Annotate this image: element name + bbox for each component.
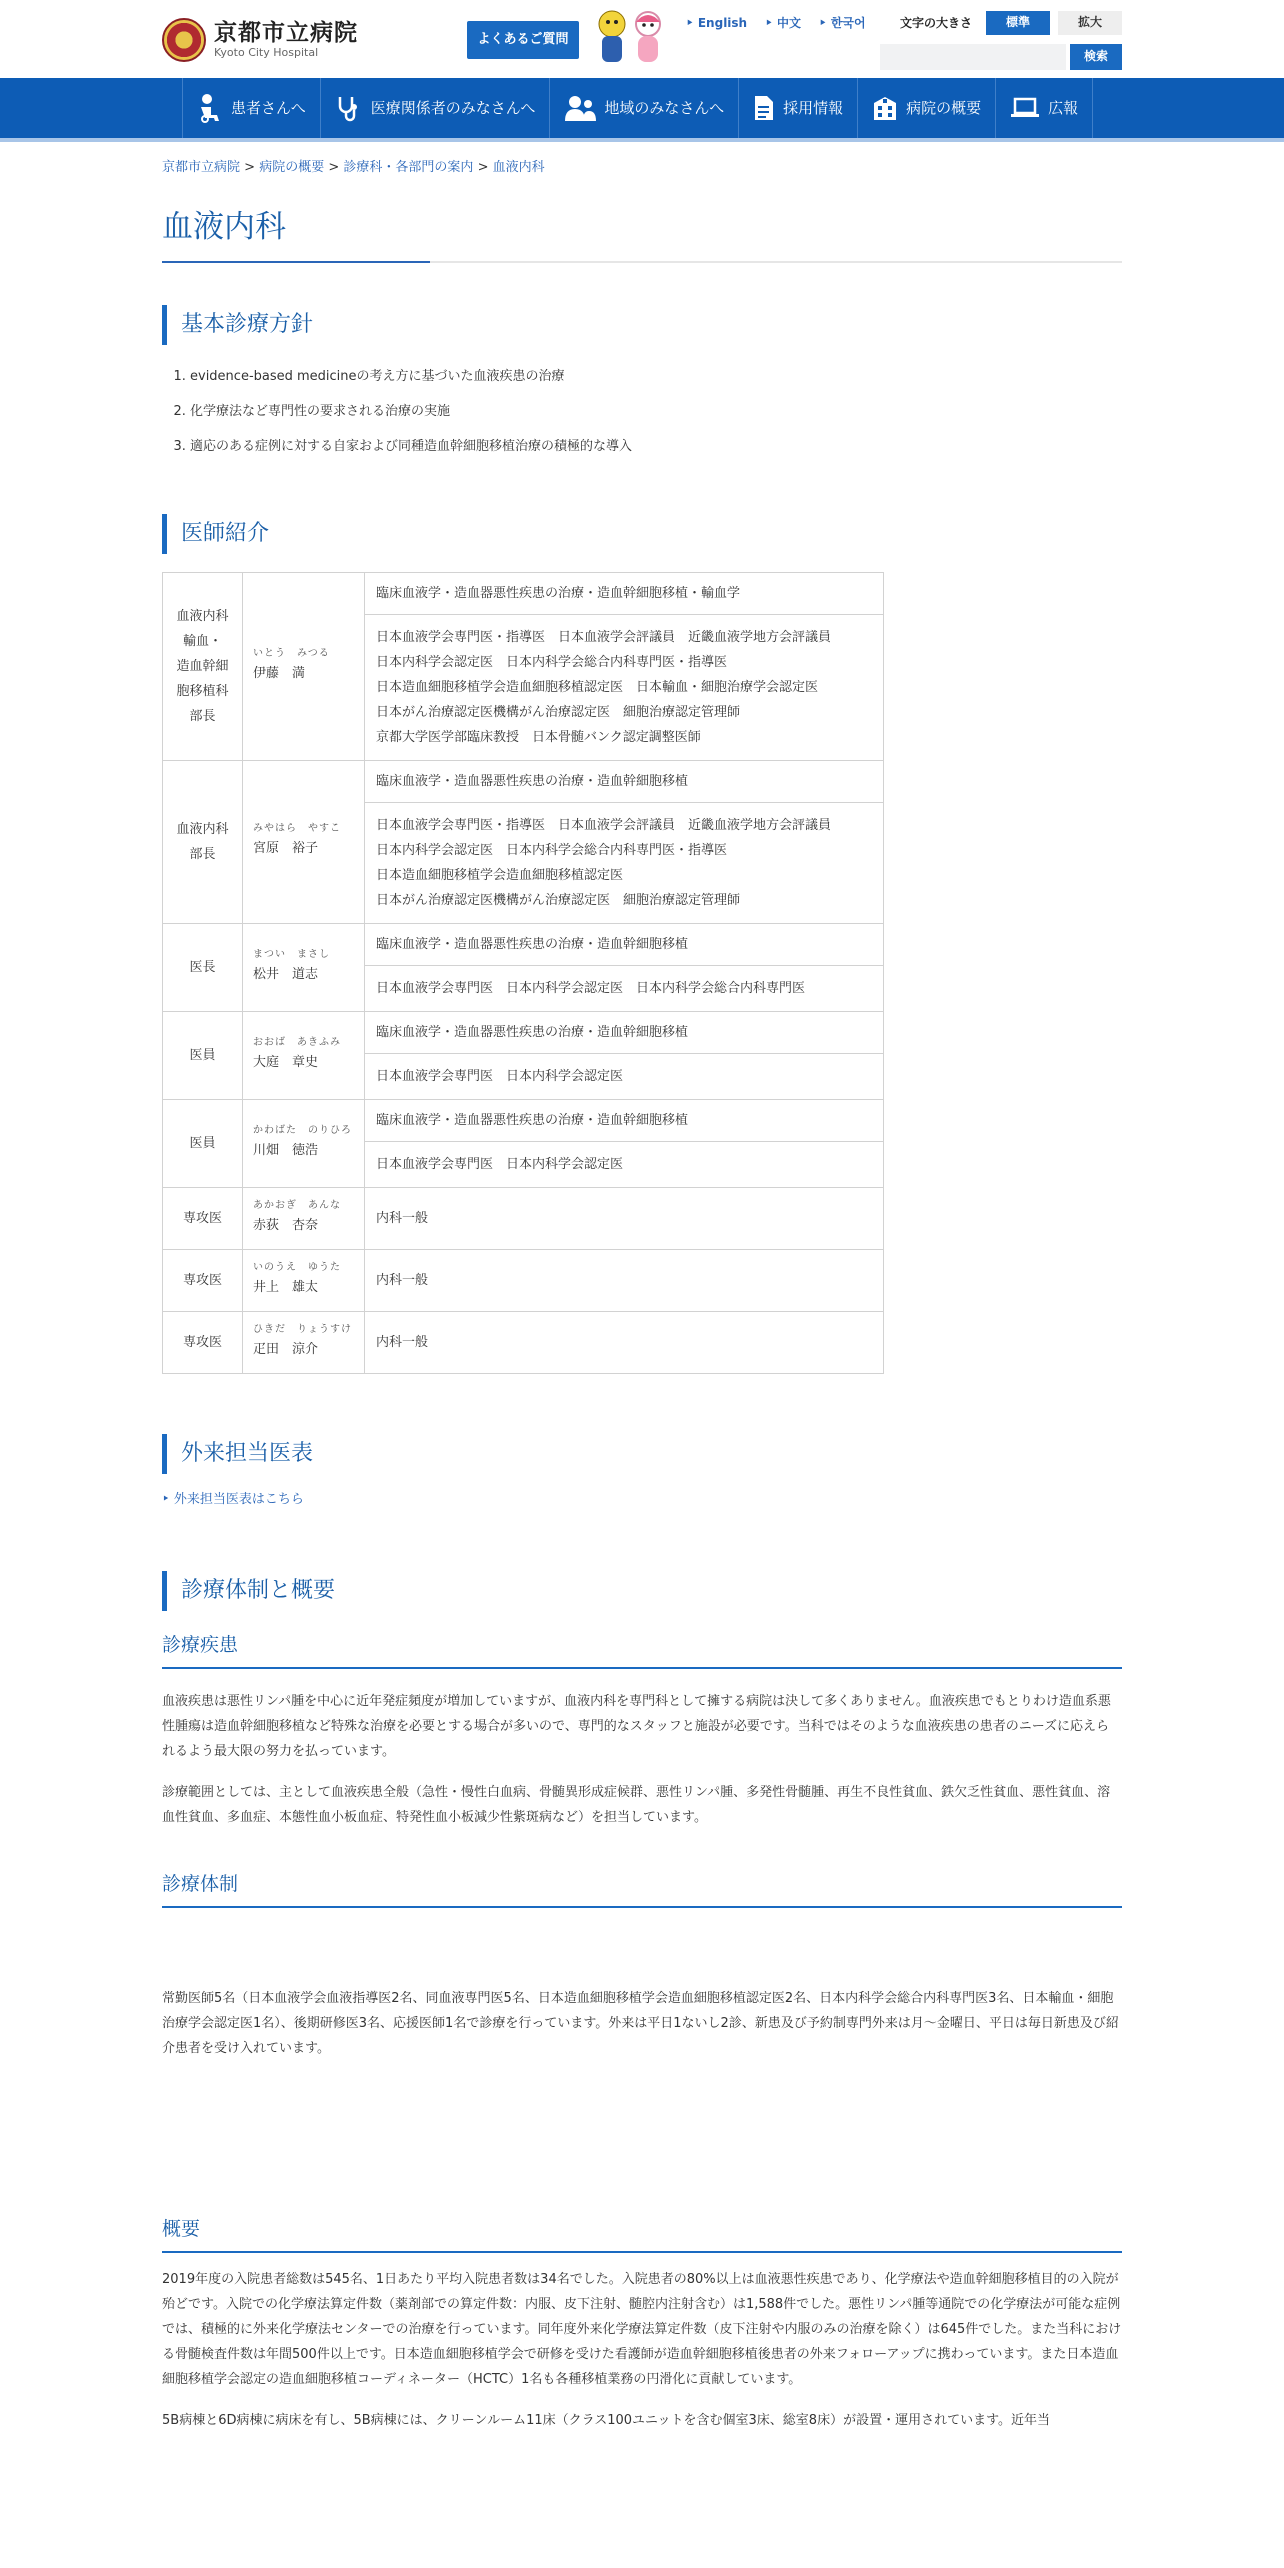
doctor-kana: ひきだ りょうすけ [253,1323,352,1335]
list-item: 3. 適応のある症例に対する自家および同種造血幹細胞移植治療の積極的な導入 [190,429,1122,464]
breadcrumb-current[interactable]: 血液内科 [492,160,545,175]
doctor-name: 松井 道志 [253,966,319,982]
breadcrumb-sep: > [328,160,340,175]
doctor-specialty: 臨床血液学・造血器悪性疾患の治療・造血幹細胞移植 [365,923,884,965]
doctor-specialty: 臨床血液学・造血器悪性疾患の治療・造血幹細胞移植 [365,1099,884,1141]
nav-item-community[interactable] [550,78,739,138]
doctors-heading: 医師紹介 [162,514,1122,554]
doctor-name-cell [243,923,365,1011]
breadcrumb-sep: > [477,160,489,175]
doctor-role: 医員 [163,1011,243,1099]
table-row [163,1311,884,1373]
doctor-name: 井上 雄太 [253,1279,319,1295]
table-row [163,923,884,965]
doctor-kana: いとう みつる [253,647,330,659]
patient-icon [197,93,223,123]
language-links [686,14,866,33]
global-nav [0,78,1284,142]
breadcrumb-departments[interactable]: 診療科・各部門の案内 [343,160,474,175]
doctor-name-cell [243,572,365,760]
doctor-role: 血液内科 輸血・ 造血幹細 胞移植科 部長 [163,572,243,760]
outpatient-heading: 外来担当医表 [162,1434,1122,1474]
doctor-specialty: 臨床血液学・造血器悪性疾患の治療・造血幹細胞移植・輸血学 [365,572,884,614]
nav-item-about[interactable] [858,78,996,138]
overview-heading: 診療体制と概要 [162,1571,1122,1611]
site-header [0,0,1284,78]
doctor-specialty: 臨床血液学・造血器悪性疾患の治療・造血幹細胞移植 [365,760,884,802]
nav-label: 広報 [1048,99,1079,117]
lang-english-link[interactable]: ‣ English [686,14,747,33]
diseases-paragraph-1: 血液疾患は悪性リンパ腫を中心に近年発症頻度が増加していますが、血液内科を専門科として擁する病院は決して多くありません。血液疾患でもとりわけ造血系悪性腫瘍は造血幹細胞移植など特殊な治療を必要とする場合が多いので、専門的なスタッフと施設が必要です。当科ではそのような血液疾患の患者のニーズに応えられるよう最大限の努力を払っています。 [162,1693,1111,1759]
diseases-paragraph-2: 診療範囲としては、主として血液疾患全般（急性・慢性白血病、骨髄異形成症候群、悪性リンパ腫、多発性骨髄腫、再生不良性貧血、鉄欠乏性貧血、悪性貧血、溶血性貧血、多血症、本態性血小板血症、特発性血小板減少性紫斑病など）を担当しています。 [162,1784,1111,1825]
doctor-specialty: 臨床血液学・造血器悪性疾患の治療・造血幹細胞移植 [365,1011,884,1053]
faq-button[interactable]: よくあるご質問 [467,21,579,59]
document-icon [753,94,775,122]
doctor-role: 専攻医 [163,1311,243,1373]
main-content [162,146,1122,2433]
doctor-name: 宮原 裕子 [253,841,319,857]
doctor-kana: まつい まさし [253,948,330,960]
table-row [163,1187,884,1249]
building-icon [872,95,898,121]
lang-chinese-link[interactable]: ‣ 中文 [765,14,801,33]
doctor-kana: おおば あきふみ [253,1036,341,1048]
doctor-role: 専攻医 [163,1187,243,1249]
community-icon [564,95,596,121]
list-item: 1. evidence-based medicineの考え方に基づいた血液疾患の治療 [190,359,1122,394]
doctor-qualifications: 日本血液学会専門医 日本内科学会認定医 日本内科学会総合内科専門医 [365,965,884,1011]
doctor-name: 疋田 涼介 [253,1341,319,1357]
table-row [163,1011,884,1053]
nav-label: 医療関係者のみなさんへ [370,99,536,117]
font-size-label: 文字の大きさ [900,16,973,30]
title-divider [162,261,1122,263]
doctor-kana: あかおぎ あんな [253,1199,341,1211]
doctor-role: 医員 [163,1099,243,1187]
nav-item-recruit[interactable] [739,78,858,138]
doctor-name-cell [243,1311,365,1373]
doctor-kana: みやはら やすこ [253,823,341,835]
doctor-specialty: 内科一般 [365,1311,884,1373]
list-item: 2. 化学療法など専門性の要求される治療の実施 [190,394,1122,429]
breadcrumb-about[interactable]: 病院の概要 [259,160,325,175]
summary-paragraph-2: 5B病棟と6D病棟に病床を有し、5B病棟には、クリーンルーム11床（クラス100ユニットを含む個室3床、総室8床）が設置・運用されています。近年当 [162,2412,1051,2428]
nav-item-patients[interactable] [183,78,321,138]
breadcrumb [162,158,1122,179]
breadcrumb-home[interactable]: 京都市立病院 [162,160,241,175]
doctor-name-cell [243,760,365,923]
doctor-specialty: 内科一般 [365,1187,884,1249]
system-heading: 診療体制 [162,1868,1122,1908]
doctor-role: 医長 [163,923,243,1011]
doctor-name: 伊藤 満 [253,665,306,681]
nav-label: 病院の概要 [906,99,982,117]
doctors-table [162,572,884,1374]
search-button[interactable]: 検索 [1070,44,1122,70]
nav-label: 採用情報 [783,99,844,117]
doctor-name-cell [243,1187,365,1249]
logo-title: 京都市立病院 [214,20,358,46]
summary-paragraph-1: 2019年度の入院患者総数は545名、1日あたり平均入院患者数は34名でした。入院患者の80%以上は血液悪性疾患であり、化学療法や造血幹細胞移植目的の入院が殆どです。入院での化学療法算定件数（薬剤部での算定件数：内服、皮下注射、髄腔内注射含む）は1,588件でした。悪性リンパ腫等通院での化学療法が可能な症例では、積極的に外来化学療法センターでの治療を行っています。同年度外来化学療法算定件数（皮下注射や内服のみの治療を除く）は645件でした。また当科における骨髄検査件数は年間500件以上です。日本造血細胞移植学会で研修を受けた看護師が造血幹細胞移植後患者の外来フォローアップに携わっています。また日本造血細胞移植学会認定の造血細胞移植コーディネーター（HCTC）1名も各種移植業務の円滑化に貢献しています。 [162,2271,1122,2387]
table-row [163,1249,884,1311]
system-paragraph: 常勤医師5名（日本血液学会血液指導医2名、同血液専門医5名、日本造血細胞移植学会造血細胞移植認定医2名、日本内科学会総合内科専門医3名、日本輸血・細胞治療学会認定医1名）、後期研修医3名、応援医師1名で診療を行っています。外来は平日1ないし2診、新患及び予約制専門外来は月〜金曜日、平日は毎日新患及び紹介患者を受け入れています。 [162,1990,1119,2056]
policy-list [162,359,1122,464]
font-size-large-button[interactable]: 拡大 [1058,11,1122,35]
hospital-emblem-icon [162,18,206,62]
outpatient-schedule-link[interactable]: ‣ 外来担当医表はこちら [162,1492,304,1507]
doctor-name: 川畑 徳浩 [253,1142,319,1158]
diseases-heading: 診療疾患 [162,1629,1122,1669]
doctor-name-cell [243,1249,365,1311]
doctor-qualifications: 日本血液学会専門医 日本内科学会認定医 [365,1053,884,1099]
lang-korean-link[interactable]: ‣ 한국어 [819,14,866,33]
nav-label: 地域のみなさんへ [604,99,725,117]
doctor-qualifications: 日本血液学会専門医・指導医 日本血液学会評議員 近畿血液学地方会評議員 日本内科学会認定医 日本内科学会総合内科専門医・指導医 日本造血細胞移植学会造血細胞移植認定医 日本輸血・細胞治療学会認定医 日本がん治療認定医機構がん治療認定医 細胞治療認定管理師 京都大学医学部臨床教授 日本骨髄バンク認定調整医師 [365,614,884,760]
policy-heading: 基本診療方針 [162,305,1122,345]
table-row [163,572,884,614]
nav-label: 患者さんへ [231,99,306,117]
nav-item-pr[interactable] [996,78,1093,138]
doctor-kana: かわばた のりひろ [253,1124,352,1136]
doctor-kana: いのうえ ゆうた [253,1261,341,1273]
doctor-qualifications: 日本血液学会専門医 日本内科学会認定医 [365,1141,884,1187]
search-input[interactable] [880,44,1066,70]
breadcrumb-sep: > [244,160,256,175]
doctor-specialty: 内科一般 [365,1249,884,1311]
doctor-role: 専攻医 [163,1249,243,1311]
doctor-name-cell [243,1099,365,1187]
table-row [163,760,884,802]
doctor-qualifications: 日本血液学会専門医・指導医 日本血液学会評議員 近畿血液学地方会評議員 日本内科学会認定医 日本内科学会総合内科専門医・指導医 日本造血細胞移植学会造血細胞移植認定医 日本がん治療認定医機構がん治療認定医 細胞治療認定管理師 [365,802,884,923]
logo-subtitle: Kyoto City Hospital [214,46,319,59]
table-row [163,1099,884,1141]
doctor-role: 血液内科 部長 [163,760,243,923]
nav-item-medical-staff[interactable] [321,78,551,138]
font-size-standard-button[interactable]: 標準 [986,11,1050,35]
summary-heading: 概要 [162,2213,1122,2253]
doctor-name: 赤荻 杏奈 [253,1217,319,1233]
doctor-name-cell [243,1011,365,1099]
page-title: 血液内科 [162,208,286,245]
mascot-illustration-icon [592,8,672,70]
doctor-name: 大庭 章史 [253,1054,319,1070]
hospital-logo[interactable] [162,18,358,62]
laptop-icon [1010,97,1040,119]
stethoscope-icon [335,94,363,122]
